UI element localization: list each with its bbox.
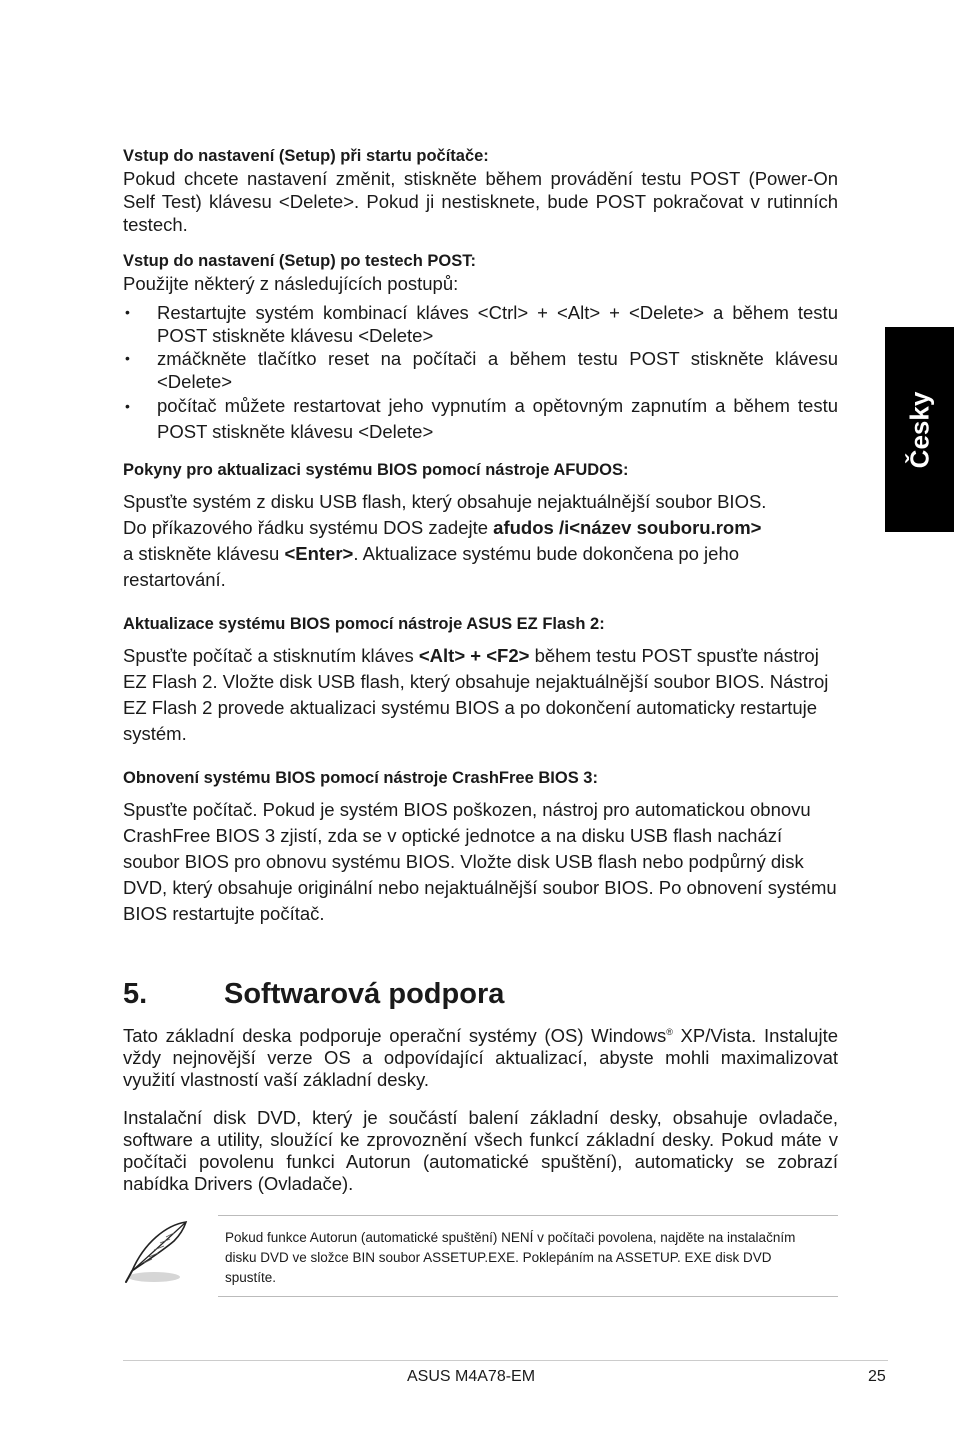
list-item: • zmáčkněte tlačítko reset na počítači a během testu POST stiskněte klávesu <Delete> [123, 347, 838, 393]
footer-model: ASUS M4A78-EM [407, 1368, 536, 1385]
ezflash-text-b: během testu POST spusťte nástroj EZ Flash 2. Vložte disk USB flash, který obsahuje nejaktuálnější soubor BIOS. Nástroj EZ Flash 2 provede aktualizaci systému BIOS a po dokončení automaticky restartuje systém. [123, 645, 829, 744]
afudos-line2: Do příkazového řádku systému DOS zadejte [123, 517, 494, 538]
software-support [123, 1025, 838, 1195]
setup-start-heading: Vstup do nastavení (Setup) při startu počítače: [123, 147, 489, 165]
ezflash-text-a: Spusťte počítač a stisknutím kláves [123, 645, 419, 666]
pen-icon [122, 1219, 190, 1287]
note-box [218, 1215, 838, 1297]
crashfree-section [123, 767, 838, 927]
note-text: Pokud funkce Autorun (automatické spuštění) NENÍ v počítači povolena, najděte na instalačním disku DVD ve složce BIN soubor ASSETUP.EXE. Poklepáním na ASSETUP. EXE disk DVD spustíte. [225, 1230, 796, 1285]
page-number: 25 [868, 1368, 886, 1385]
software-p1-text: Tato základní deska podporuje operační systémy (OS) Windows [123, 1025, 667, 1046]
setup-after-heading: Vstup do nastavení (Setup) po testech POST: [123, 252, 476, 270]
ezflash-keys: <Alt> + <F2> [418, 645, 530, 666]
section-title-text: Softwarová podpora [224, 978, 505, 1010]
setup-after-list [123, 301, 838, 445]
setup-start-body: Pokud chcete nastavení změnit, stiskněte během provádění testu POST (Power-On Self Test) klávesu <Delete>. Pokud ji nestisknete, bude POST pokračovat v rutinních testech. [123, 168, 838, 235]
afudos-section [123, 459, 838, 593]
afudos-text [123, 489, 838, 593]
afudos-command: afudos /i<název souboru.rom> [493, 517, 762, 538]
software-paragraph-1 [123, 1025, 838, 1091]
ezflash-section [123, 613, 838, 747]
ezflash-heading: Aktualizace systému BIOS pomocí nástroje ASUS EZ Flash 2: [123, 615, 605, 633]
afudos-line3: a stiskněte klávesu [123, 543, 285, 564]
list-item: • počítač můžete restartovat jeho vypnutím a opětovným zapnutím a během testu POST stiskněte klávesu <Delete> [123, 393, 838, 445]
bios-instructions [123, 145, 838, 927]
setup-start-section [123, 145, 838, 236]
section-title [123, 978, 504, 1011]
language-tab [885, 327, 954, 532]
crashfree-body: Spusťte počítač. Pokud je systém BIOS poškozen, nástroj pro automatickou obnovu CrashFree BIOS 3 zjistí, zda se v optické jednotce a na disku USB flash nachází soubor BIOS pro obnovu systému BIOS. Vložte disk USB flash nebo podpůrný disk DVD, který obsahuje originální nebo nejaktuálnější soubor BIOS. Po obnovení systému BIOS restartujte počítač. [123, 799, 837, 924]
afudos-line1: Spusťte systém z disku USB flash, který obsahuje nejaktuálnější soubor BIOS. [123, 491, 767, 512]
software-p1-text-end: XP/Vista. Instalujte vždy nejnovější verze OS a odpovídající aktualizací, abyste mohli maximalizovat využití vlastností vaší základní desky. [123, 1025, 838, 1090]
footer-divider [123, 1360, 888, 1361]
setup-after-section [123, 250, 838, 445]
enter-key: <Enter> [284, 543, 354, 564]
software-paragraph-2: Instalační disk DVD, který je součástí balení základní desky, obsahuje ovladače, software a utility, sloužící ke zprovoznění všech funkcí základní desky. Pokud máte v počítači povolenu funkci Autorun (automatické spuštění), automaticky se zobrazí nabídka Drivers (Ovladače). [123, 1107, 838, 1194]
setup-after-intro: Použijte některý z následujících postupů: [123, 273, 459, 294]
language-tab-label: Česky [904, 391, 934, 468]
ezflash-text [123, 643, 838, 747]
afudos-heading: Pokyny pro aktualizaci systému BIOS pomocí nástroje AFUDOS: [123, 461, 629, 479]
list-item: • Restartujte systém kombinací kláves <Ctrl> + <Alt> + <Delete> a během testu POST stiskněte klávesu <Delete> [123, 301, 838, 347]
registered-mark: ® [666, 1027, 673, 1037]
section-number: 5. [123, 978, 148, 1010]
crashfree-heading: Obnovení systému BIOS pomocí nástroje CrashFree BIOS 3: [123, 769, 598, 787]
afudos-line3-end: . Aktualizace systému bude dokončena po jeho restartování. [123, 543, 740, 590]
